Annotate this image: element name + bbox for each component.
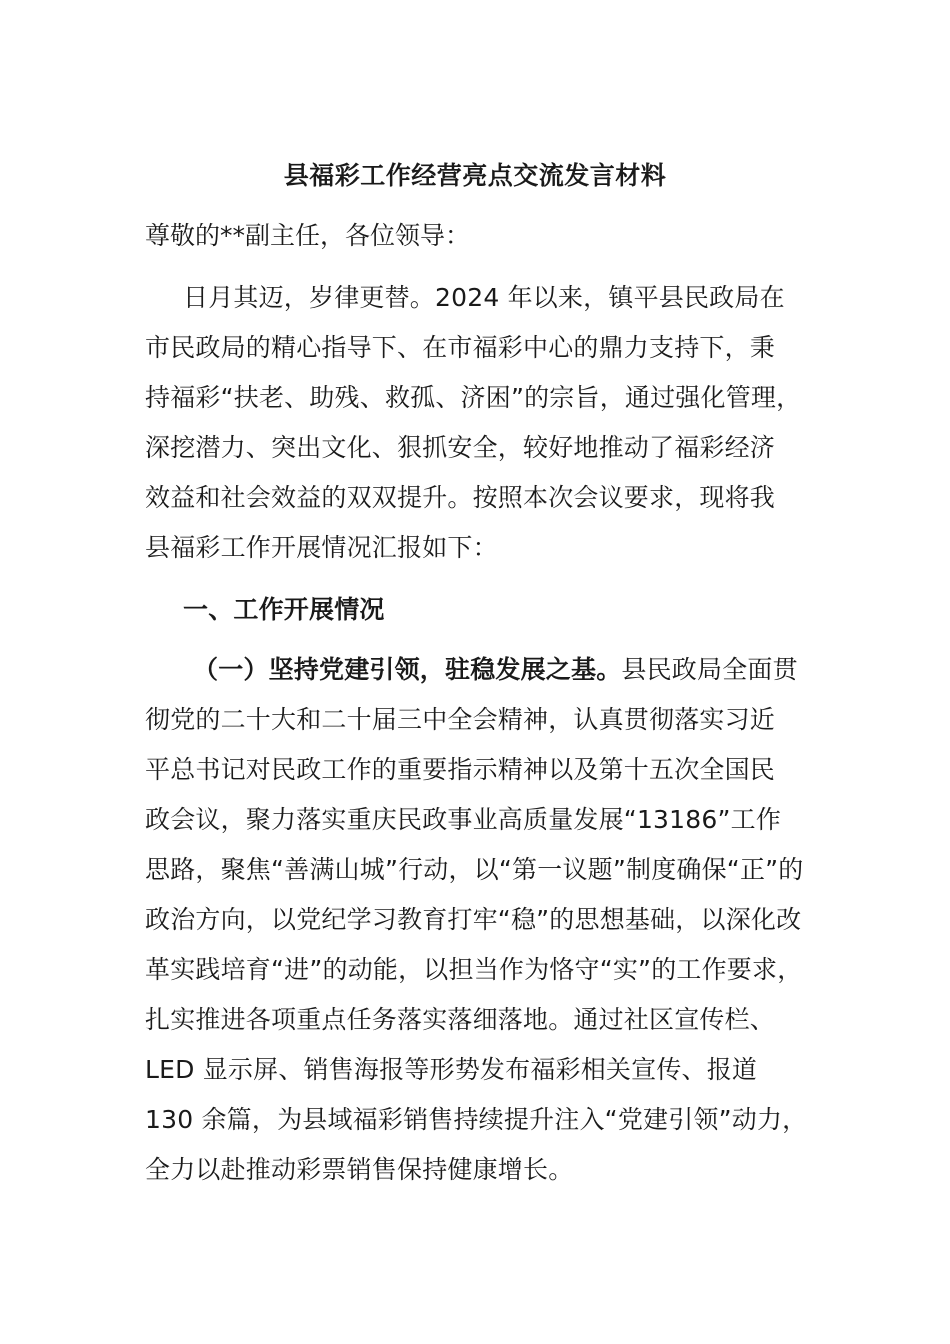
intro-line: 市民政局的精心指导下、在市福彩中心的鼎力支持下，秉 xyxy=(145,333,776,362)
subsection-line: 平总书记对民政工作的重要指示精神以及第十五次全国民 xyxy=(145,755,776,784)
intro-line: 深挖潜力、突出文化、狠抓安全，较好地推动了福彩经济 xyxy=(145,433,776,462)
subsection-line: 革实践培育“进”的动能，以担当作为恪守“实”的工作要求， xyxy=(145,955,803,984)
subsection-first-line-text: 县民政局全面贯 xyxy=(621,655,798,684)
salutation: 尊敬的**副主任，各位领导： xyxy=(145,221,471,250)
subsection-line: 130 余篇，为县域福彩销售持续提升注入“党建引领”动力， xyxy=(145,1105,808,1134)
subsection-line: LED 显示屏、销售海报等形势发布福彩相关宣传、报道 xyxy=(145,1055,758,1084)
subsection-line: 扎实推进各项重点任务落实落细落地。通过社区宣传栏、 xyxy=(145,1005,776,1034)
intro-line: 日月其迈，岁律更替。2024 年以来，镇平县民政局在 xyxy=(183,283,785,312)
subsection-line: 政治方向，以党纪学习教育打牢“稳”的思想基础，以深化改 xyxy=(145,905,802,934)
section-heading: 一、工作开展情况 xyxy=(183,595,385,624)
intro-line: 县福彩工作开展情况汇报如下： xyxy=(145,533,498,562)
subsection-line: 政会议，聚力落实重庆民政事业高质量发展“13186”工作 xyxy=(145,805,782,834)
subsection-line: 思路，聚焦“善满山城”行动，以“第一议题”制度确保“正”的 xyxy=(145,855,804,884)
intro-line: 效益和社会效益的双双提升。按照本次会议要求，现将我 xyxy=(145,483,776,512)
subsection-line: 彻党的二十大和二十届三中全会精神，认真贯彻落实习近 xyxy=(145,705,776,734)
subsection-heading: （一）坚持党建引领，驻稳发展之基。 xyxy=(193,655,622,684)
subsection-first-line xyxy=(193,652,798,688)
document-title: 县福彩工作经营亮点交流发言材料 xyxy=(283,161,667,190)
subsection-line: 全力以赴推动彩票销售保持健康增长。 xyxy=(145,1155,574,1184)
intro-line: 持福彩“扶老、助残、救孤、济困”的宗旨，通过强化管理， xyxy=(145,383,802,412)
